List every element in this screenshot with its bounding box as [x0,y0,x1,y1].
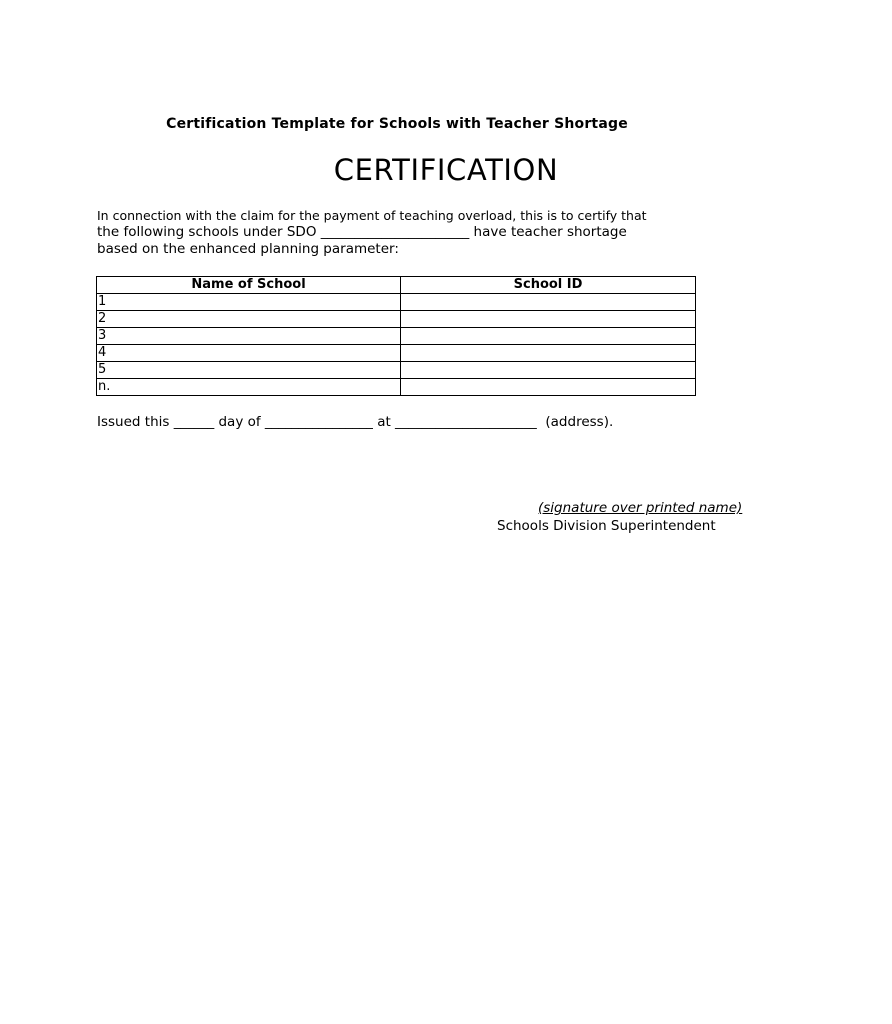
row-number-cell: 2 [97,311,401,328]
table-row [97,294,696,311]
column-header-school-name: Name of School [97,277,401,294]
certification-title: CERTIFICATION [333,153,559,187]
table-header-row [97,277,696,294]
intro-line-1: In connection with the claim for the payment of teaching overload, this is to certify that [97,208,647,223]
table-row [97,379,696,396]
schools-table [96,276,696,396]
issued-line: Issued this ______ day of ________________ at _____________________ (address). [97,414,614,430]
column-header-school-id: School ID [401,277,696,294]
school-id-cell [401,379,696,396]
table-row [97,362,696,379]
intro-line-3: based on the enhanced planning parameter: [97,241,399,257]
school-id-cell [401,294,696,311]
row-number-cell: 3 [97,328,401,345]
row-number-cell: n. [97,379,401,396]
table-row [97,328,696,345]
signatory-title: Schools Division Superintendent [497,518,716,534]
row-number-cell: 1 [97,294,401,311]
table-row [97,345,696,362]
document-heading: Certification Template for Schools with Teacher Shortage [166,116,628,132]
table-row [97,311,696,328]
signature-line: (signature over printed name) [538,500,743,516]
school-id-cell [401,362,696,379]
school-id-cell [401,328,696,345]
school-id-cell [401,311,696,328]
school-id-cell [401,345,696,362]
row-number-cell: 4 [97,345,401,362]
intro-line-2: the following schools under SDO ______________________ have teacher shortage [97,224,627,240]
row-number-cell: 5 [97,362,401,379]
